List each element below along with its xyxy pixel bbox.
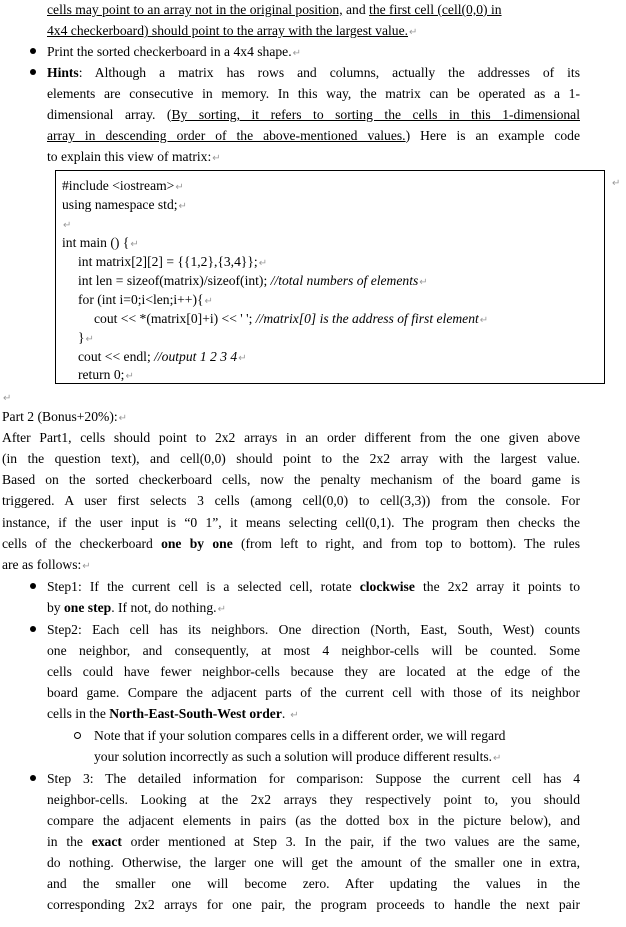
bullet-icon <box>30 48 36 54</box>
intro-line-2: 4x4 checkerboard) should point to the array with the largest value.↵ <box>47 23 418 38</box>
hollow-bullet-icon <box>74 732 81 739</box>
empty-paragraph <box>2 387 11 408</box>
note-line-2: your solution incorrectly as such a solution will produce different results.↵ <box>94 749 502 764</box>
part2-line-7: are as follows:↵ <box>2 557 91 572</box>
code-line-8: cout << *(matrix[0]+i) << ' '; //matrix[0] is the address of first element↵ <box>94 311 489 326</box>
paragraph-mark-icon: ↵ <box>258 258 268 269</box>
part2-line-1: After Part1, cells should point to 2x2 arrays in an order different from the one given above <box>2 430 580 445</box>
step3-line-4: in the exact order mentioned at Step 3. In the pair, if the two values are the same, <box>47 834 580 849</box>
code-example-box <box>55 170 605 384</box>
step1-line-2: by one step. If not, do nothing.↵ <box>47 600 226 615</box>
print-instruction: Print the sorted checkerboard in a 4x4 shape.↵ <box>47 44 301 59</box>
hints-line-5: to explain this view of matrix:↵ <box>47 149 221 164</box>
paragraph-mark-icon: ↵ <box>479 315 489 326</box>
step2-line-1: Step2: Each cell has its neighbors. One direction (North, East, South, West) counts <box>47 622 580 637</box>
code-line-7: for (int i=0;i<len;i++){↵ <box>78 292 213 307</box>
part2-title: Part 2 (Bonus+20%):↵ <box>2 409 128 424</box>
paragraph-mark-icon: ↵ <box>493 753 502 764</box>
bullet-icon <box>30 583 36 589</box>
hints-line-2: elements are consecutive in memory. In this way, the matrix can be operated as a 1- <box>47 86 580 101</box>
code-line-4: int main () {↵ <box>62 235 139 250</box>
step1-line-1: Step1: If the current cell is a selected cell, rotate clockwise the 2x2 array it points to <box>47 579 580 594</box>
paragraph-mark-icon: ↵ <box>419 277 428 288</box>
note-line-1: Note that if your solution compares cells in a different order, we will regard <box>94 728 506 743</box>
code-line-10: cout << endl; //output 1 2 3 4↵ <box>78 349 247 364</box>
paragraph-mark-icon: ↵ <box>130 239 139 250</box>
paragraph-mark-icon: ↵ <box>85 334 94 345</box>
hints-line-1: Hints: Although a matrix has rows and columns, actually the addresses of its <box>47 65 580 80</box>
paragraph-mark-icon: ↵ <box>204 296 213 307</box>
paragraph-mark-icon: ↵ <box>82 561 91 572</box>
hints-line-4: array in descending order of the above-mentioned values.) Here is an example code <box>47 128 580 143</box>
step3-line-5: do nothing. Otherwise, the larger one will get the amount of the smaller one in extra, <box>47 855 580 870</box>
part2-line-5: instance, if the user input is “0 1”, it means selecting cell(0,1). The program then checks the <box>2 515 580 530</box>
step3-line-3: compare the adjacent elements in pairs (as the dotted box in the picture below), and <box>47 813 580 828</box>
part2-line-2: (in the question text), and cell(0,0) should point to the 2x2 array with the largest value. <box>2 451 580 466</box>
hints-line-3: dimensional array. (By sorting, it refers to sorting the cells in this 1-dimensional <box>47 107 580 122</box>
code-line-1: #include <iostream>↵ <box>62 178 184 193</box>
code-comment: //output 1 2 3 4 <box>154 349 238 364</box>
part2-line-6: cells of the checkerboard one by one (from left to right, and from top to bottom). The rules <box>2 536 580 551</box>
step2-line-3: cells could have fewer neighbor-cells because they are located at the edge of the <box>47 664 580 679</box>
code-comment: //matrix[0] is the address of first element <box>255 311 479 326</box>
step2-line-5: cells in the North-East-South-West order. ↵ <box>47 706 299 721</box>
step3-line-2: neighbor-cells. Looking at the 2x2 arrays they respectively point to, you should <box>47 792 580 807</box>
hints-label: Hints <box>47 65 79 80</box>
paragraph-mark-icon: ↵ <box>612 178 621 189</box>
code-line-11: return 0;↵ <box>78 367 134 382</box>
paragraph-mark-icon: ↵ <box>409 27 418 38</box>
paragraph-mark-icon: ↵ <box>212 153 221 164</box>
step3-line-6: and the smaller one will become zero. After updating the values in the <box>47 876 580 891</box>
part2-line-3: Based on the sorted checkerboard cells, now the penalty mechanism of the board game is <box>2 472 580 487</box>
code-line-5: int matrix[2][2] = {{1,2},{3,4}};↵ <box>78 254 268 269</box>
paragraph-mark-icon: ↵ <box>175 182 184 193</box>
step2-line-2: one neighbor, and consequently, at most 4 neighbor-cells will be counted. Some <box>47 643 580 658</box>
paragraph-mark-icon: ↵ <box>292 48 301 59</box>
intro-line-1: cells may point to an array not in the original position, and the first cell (cell(0,0) in <box>47 2 502 17</box>
paragraph-mark-icon: ↵ <box>3 393 12 404</box>
bullet-icon <box>30 69 36 75</box>
bullet-icon <box>30 775 36 781</box>
part2-line-4: triggered. A user first selects 3 cells (among cell(0,0) to cell(3,3)) from the console. For <box>2 493 580 508</box>
bullet-icon <box>30 626 36 632</box>
step3-line-7: corresponding 2x2 arrays for one pair, the program proceeds to handle the next pair <box>47 897 580 912</box>
step3-line-1: Step 3: The detailed information for comparison: Suppose the current cell has 4 <box>47 771 580 786</box>
paragraph-mark-icon: ↵ <box>118 413 128 424</box>
paragraph-mark-icon: ↵ <box>63 220 72 231</box>
code-line-6: int len = sizeof(matrix)/sizeof(int); //total numbers of elements↵ <box>78 273 428 288</box>
paragraph-mark-icon: ↵ <box>217 604 226 615</box>
paragraph-mark-icon: ↵ <box>290 710 299 721</box>
paragraph-mark-icon: ↵ <box>125 371 134 382</box>
code-line-2: using namespace std;↵ <box>62 197 187 212</box>
code-line-9: }↵ <box>78 330 94 345</box>
paragraph-mark-icon: ↵ <box>178 201 187 212</box>
step2-line-4: board game. Compare the adjacent parts of the current cell with those of its neighbor <box>47 685 580 700</box>
code-comment: //total numbers of elements <box>270 273 419 288</box>
paragraph-mark-icon: ↵ <box>238 353 247 364</box>
